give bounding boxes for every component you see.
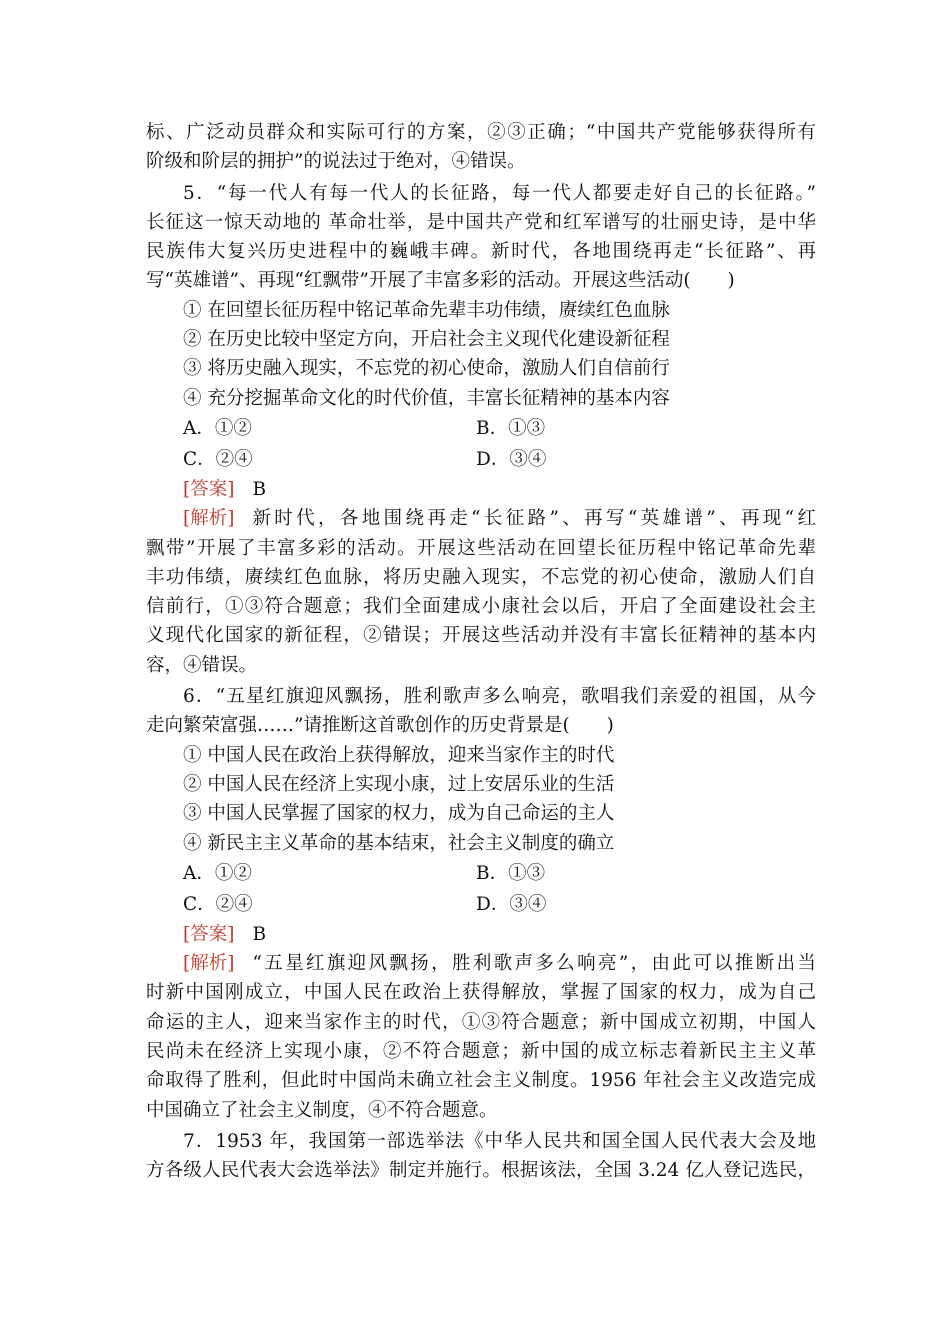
document-page: [146, 118, 816, 1186]
statement-item: ④ 新民主主义革命的基本结束，社会主义制度的确立: [183, 832, 615, 854]
analysis-block: [146, 504, 816, 680]
intro-paragraph: [146, 118, 816, 177]
text-line: 标、广泛动员群众和实际可行的方案，②③正确；“中国共产党能够获得所有: [146, 122, 816, 143]
answer-value: B: [252, 923, 267, 945]
question-stem-line: 民族伟大复兴历史进程中的巍峨丰碑。新时代，各地围绕再走“长征路”、再: [146, 241, 816, 263]
question-stem-line: 6．“五星红旗迎风飘扬，胜利歌声多么响亮，歌唱我们亲爱的祖国，从今: [183, 686, 816, 708]
option-b: B．①③: [476, 417, 546, 439]
option-a: A．①②: [183, 417, 252, 439]
option-a: A．①②: [183, 862, 252, 884]
analysis-line: 新时代，各地围绕再走“长征路”、再写“英雄谱”、再现“红: [252, 508, 816, 530]
question-stem-line: 长征这一惊天动地的 革命壮举，是中国共产党和红军谱写的壮丽史诗，是中华: [146, 211, 816, 233]
question-stem-line: 写“英雄谱”、再现“红飘带”开展了丰富多彩的活动。开展这些活动( ): [146, 270, 735, 292]
option-b: B．①③: [476, 862, 546, 884]
analysis-line: 命取得了胜利，但此时中国尚未确立社会主义制度。1956 年社会主义改造完成: [146, 1070, 816, 1092]
analysis-line: 时新中国刚成立，中国人民在政治上获得解放，掌握了国家的权力，成为自己: [146, 982, 816, 1004]
option-c: C．②④: [183, 448, 253, 470]
analysis-line: “五星红旗迎风飘扬，胜利歌声多么响亮”，由此可以推断出当: [252, 953, 816, 975]
statement-item: ③ 中国人民掌握了国家的权力，成为自己命运的主人: [183, 803, 615, 825]
analysis-tag: [解析]: [183, 953, 235, 975]
statement-item: ② 中国人民在经济上实现小康，过上安居乐业的生活: [183, 773, 615, 795]
analysis-line: 信前行，①③符合题意；我们全面建成小康社会以后，开启了全面建设社会主: [146, 596, 816, 618]
analysis-block: [146, 949, 816, 1125]
statement-item: ③ 将历史融入现实，不忘党的初心使命，激励人们自信前行: [183, 358, 670, 380]
text-line: 阶级和阶层的拥护”的说法过于绝对，④错误。: [146, 151, 526, 173]
question-stem-line: 走向繁荣富强……”请推断这首歌创作的历史背景是( ): [146, 715, 614, 737]
options-row: [146, 444, 816, 475]
statement-item: ② 在历史比较中坚定方向，开启社会主义现代化建设新征程: [183, 329, 670, 351]
answer-tag: [答案]: [183, 478, 235, 500]
statement-item: ④ 充分挖掘革命文化的时代价值，丰富长征精神的基本内容: [183, 387, 670, 409]
analysis-line: 义现代化国家的新征程，②错误；开展这些活动并没有丰富长征精神的基本内: [146, 625, 816, 647]
analysis-line: 命运的主人，迎来当家作主的时代，①③符合题意；新中国成立初期，中国人: [146, 1011, 816, 1033]
options-row: [146, 858, 816, 889]
question-7: [146, 1127, 816, 1186]
statement-item: ① 在回望长征历程中铭记革命先辈丰功伟绩，赓续红色血脉: [183, 299, 670, 321]
answer-value: B: [252, 478, 267, 500]
analysis-line: 丰功伟绩，赓续红色血脉，将历史融入现实，不忘党的初心使命，激励人们自: [146, 566, 816, 588]
question-stem-line: 7．1953 年，我国第一部选举法《中华人民共和国全国人民代表大会及地: [183, 1130, 816, 1152]
answer-line: [146, 920, 816, 949]
answer-line: [146, 475, 816, 504]
analysis-line: 飘带”开展了丰富多彩的活动。开展这些活动在回望长征历程中铭记革命先辈: [146, 537, 816, 559]
analysis-tag: [解析]: [183, 508, 235, 530]
options-row: [146, 889, 816, 920]
options-row: [146, 413, 816, 444]
question-6: [146, 682, 816, 1125]
answer-tag: [答案]: [183, 923, 235, 945]
analysis-line: 中国确立了社会主义制度，④不符合题意。: [146, 1099, 498, 1121]
option-d: D．③④: [476, 893, 547, 915]
analysis-line: 民尚未在经济上实现小康，②不符合题意；新中国的成立标志着新民主主义革: [146, 1041, 816, 1063]
question-stem-line: 5．“每一代人有每一代人的长征路，每一代人都要走好自己的长征路。”: [183, 182, 816, 204]
question-stem-line: 方各级人民代表大会选举法》制定并施行。根据该法，全国 3.24 亿人登记选民，: [146, 1160, 816, 1182]
analysis-line: 容，④错误。: [146, 654, 258, 676]
option-c: C．②④: [183, 893, 253, 915]
question-5: [146, 179, 816, 680]
statement-item: ① 中国人民在政治上获得解放，迎来当家作主的时代: [183, 744, 615, 766]
option-d: D．③④: [476, 448, 547, 470]
